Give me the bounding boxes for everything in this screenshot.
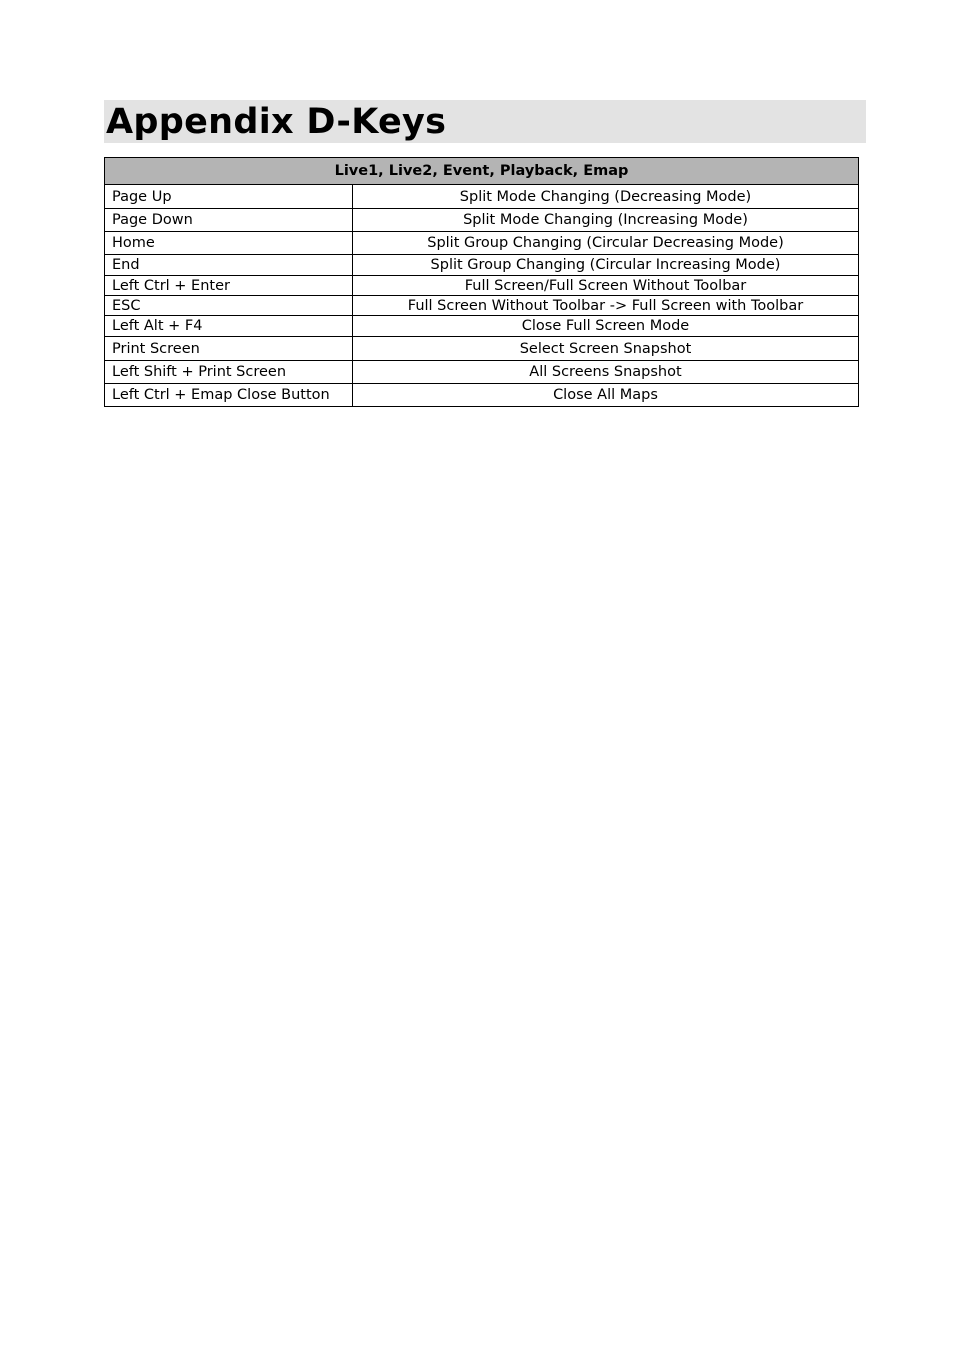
table-row (105, 361, 859, 384)
table-row (105, 337, 859, 361)
table-row (105, 185, 859, 209)
action-cell: Close Full Screen Mode (353, 316, 859, 337)
table-row (105, 232, 859, 255)
key-cell: Left Shift + Print Screen (105, 361, 353, 384)
table-row (105, 209, 859, 232)
key-cell: ESC (105, 296, 353, 316)
table-row (105, 316, 859, 337)
key-cell: Home (105, 232, 353, 255)
key-cell: Left Ctrl + Emap Close Button (105, 384, 353, 407)
table-row (105, 276, 859, 296)
action-cell: Full Screen/Full Screen Without Toolbar (353, 276, 859, 296)
action-cell: Split Mode Changing (Decreasing Mode) (353, 185, 859, 209)
page-title: Appendix D-Keys (104, 100, 866, 143)
key-cell: Print Screen (105, 337, 353, 361)
key-cell: Page Up (105, 185, 353, 209)
key-cell: Left Alt + F4 (105, 316, 353, 337)
action-cell: Full Screen Without Toolbar -> Full Screen with Toolbar (353, 296, 859, 316)
action-cell: All Screens Snapshot (353, 361, 859, 384)
keys-table (104, 157, 859, 407)
table-row (105, 255, 859, 276)
table-header: Live1, Live2, Event, Playback, Emap (105, 158, 859, 185)
action-cell: Select Screen Snapshot (353, 337, 859, 361)
action-cell: Split Group Changing (Circular Decreasing Mode) (353, 232, 859, 255)
table-row (105, 296, 859, 316)
key-cell: End (105, 255, 353, 276)
action-cell: Split Mode Changing (Increasing Mode) (353, 209, 859, 232)
table-row (105, 384, 859, 407)
table-header-row (105, 158, 859, 185)
action-cell: Close All Maps (353, 384, 859, 407)
key-cell: Left Ctrl + Enter (105, 276, 353, 296)
key-cell: Page Down (105, 209, 353, 232)
action-cell: Split Group Changing (Circular Increasing Mode) (353, 255, 859, 276)
